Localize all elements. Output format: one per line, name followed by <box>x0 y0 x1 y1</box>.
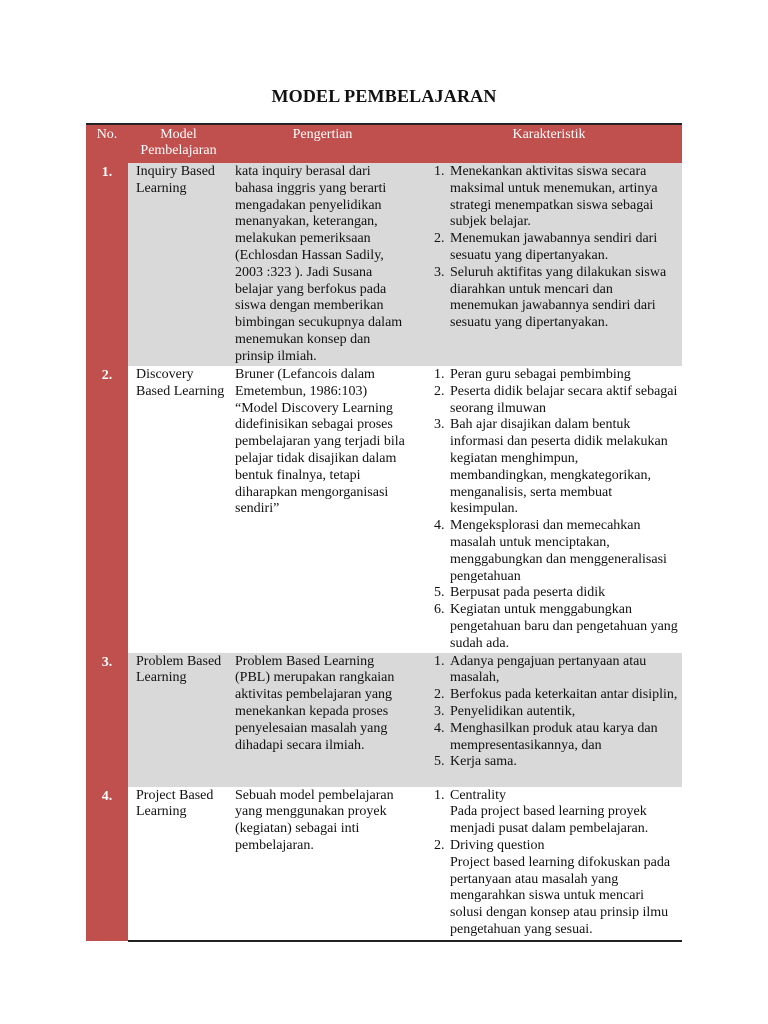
header-pengertian: Pengertian <box>229 124 416 163</box>
header-no: No. <box>86 124 128 163</box>
table-row <box>86 653 682 787</box>
list-item <box>448 788 678 838</box>
header-model: Model Pembelajaran <box>128 124 229 163</box>
list-item: 3. Penyelidikan autentik, <box>448 704 678 721</box>
list-item: 6. Kegiatan untuk menggabungkan pengetahuan baru dan pengetahuan yang sudah ada. <box>448 602 678 652</box>
list-item: 1. Adanya pengajuan pertanyaan atau masalah, <box>448 654 678 688</box>
characteristics-list <box>422 654 678 772</box>
definition: kata inquiry berasal dari bahasa inggris yang berarti mengadakan penyelidikan menanyakan, keterangan, melakukan pemeriksaan (Echlosdan Hassan Sadily, 2003 :323 ). Jadi Susana belajar yang berfokus pada siswa dengan memberikan bimbingan secukupnya dalam menemukan konsep dan prinsip ilmiah. <box>229 163 416 366</box>
list-item: 3. Seluruh aktifitas yang dilakukan siswa diarahkan untuk mencari dan menemukan jawabannya sendiri dari sesuatu yang dipertanyakan. <box>448 265 678 332</box>
list-item: 4. Menghasilkan produk atau karya dan mempresentasikannya, dan <box>448 721 678 755</box>
row-number: 2. <box>86 366 128 653</box>
characteristic-detail: Pada project based learning proyek menjadi pusat dalam pembelajaran. <box>450 804 649 837</box>
characteristic-label: Driving question <box>450 837 545 853</box>
model-name: Discovery Based Learning <box>128 366 229 653</box>
list-item: 2. Menemukan jawabannya sendiri dari sesuatu yang dipertanyakan. <box>448 231 678 265</box>
table-header-row <box>86 124 682 163</box>
characteristics <box>416 366 682 653</box>
characteristics <box>416 787 682 941</box>
list-item: 3. Bah ajar disajikan dalam bentuk informasi dan peserta didik melakukan kegiatan menghimpun, membandingkan, mengkategorikan, menganalisis, serta membuat kesimpulan. <box>448 417 678 518</box>
page-title: MODEL PEMBELAJARAN <box>271 86 497 106</box>
list-item: 2. Berfokus pada keterkaitan antar disiplin, <box>448 687 678 704</box>
model-name: Problem Based Learning <box>128 653 229 787</box>
model-table <box>86 123 682 942</box>
header-karakteristik: Karakteristik <box>416 124 682 163</box>
list-item: 2. Peserta didik belajar secara aktif sebagai seorang ilmuwan <box>448 384 678 418</box>
table-row <box>86 163 682 366</box>
table-row <box>86 787 682 941</box>
model-name: Inquiry Based Learning <box>128 163 229 366</box>
table-row <box>86 366 682 653</box>
characteristic-detail: Project based learning difokuskan pada pertanyaan atau masalah yang mengarahkan siswa untuk mencari solusi dengan konsep atau prinsip ilmu pengetahuan yang sesuai. <box>450 854 671 937</box>
definition: Problem Based Learning (PBL) merupakan rangkaian aktivitas pembelajaran yang menekankan kepada proses penyelesaian masalah yang dihadapi secara ilmiah. <box>229 653 416 787</box>
definition: Sebuah model pembelajaran yang menggunakan proyek (kegiatan) sebagai inti pembelajaran. <box>229 787 416 941</box>
characteristics <box>416 163 682 366</box>
list-item: 5. Kerja sama. <box>448 754 678 771</box>
list-item: 5. Berpusat pada peserta didik <box>448 585 678 602</box>
row-number: 4. <box>86 787 128 941</box>
list-item: 4. Mengeksplorasi dan memecahkan masalah untuk menciptakan, menggabungkan dan menggeneralisasi pengetahuan <box>448 518 678 585</box>
model-name: Project Based Learning <box>128 787 229 941</box>
list-item <box>448 838 678 939</box>
list-item: 1. Menekankan aktivitas siswa secara maksimal untuk menemukan, artinya strategi menempatkan siswa sebagai subjek belajar. <box>448 164 678 231</box>
definition: Bruner (Lefancois dalam Emetembun, 1986:103) “Model Discovery Learning didefinisikan sebagai proses pembelajaran yang terjadi bila pelajar tidak disajikan dalam bentuk finalnya, tetapi diharapkan mengorganisasi sendiri” <box>229 366 416 653</box>
list-item: 1. Peran guru sebagai pembimbing <box>448 367 678 384</box>
row-number: 1. <box>86 163 128 366</box>
row-number: 3. <box>86 653 128 787</box>
characteristics-list <box>422 367 678 653</box>
characteristics-list <box>422 164 678 332</box>
characteristics-list <box>422 788 678 939</box>
characteristics <box>416 653 682 787</box>
characteristic-label: Centrality <box>450 787 506 803</box>
